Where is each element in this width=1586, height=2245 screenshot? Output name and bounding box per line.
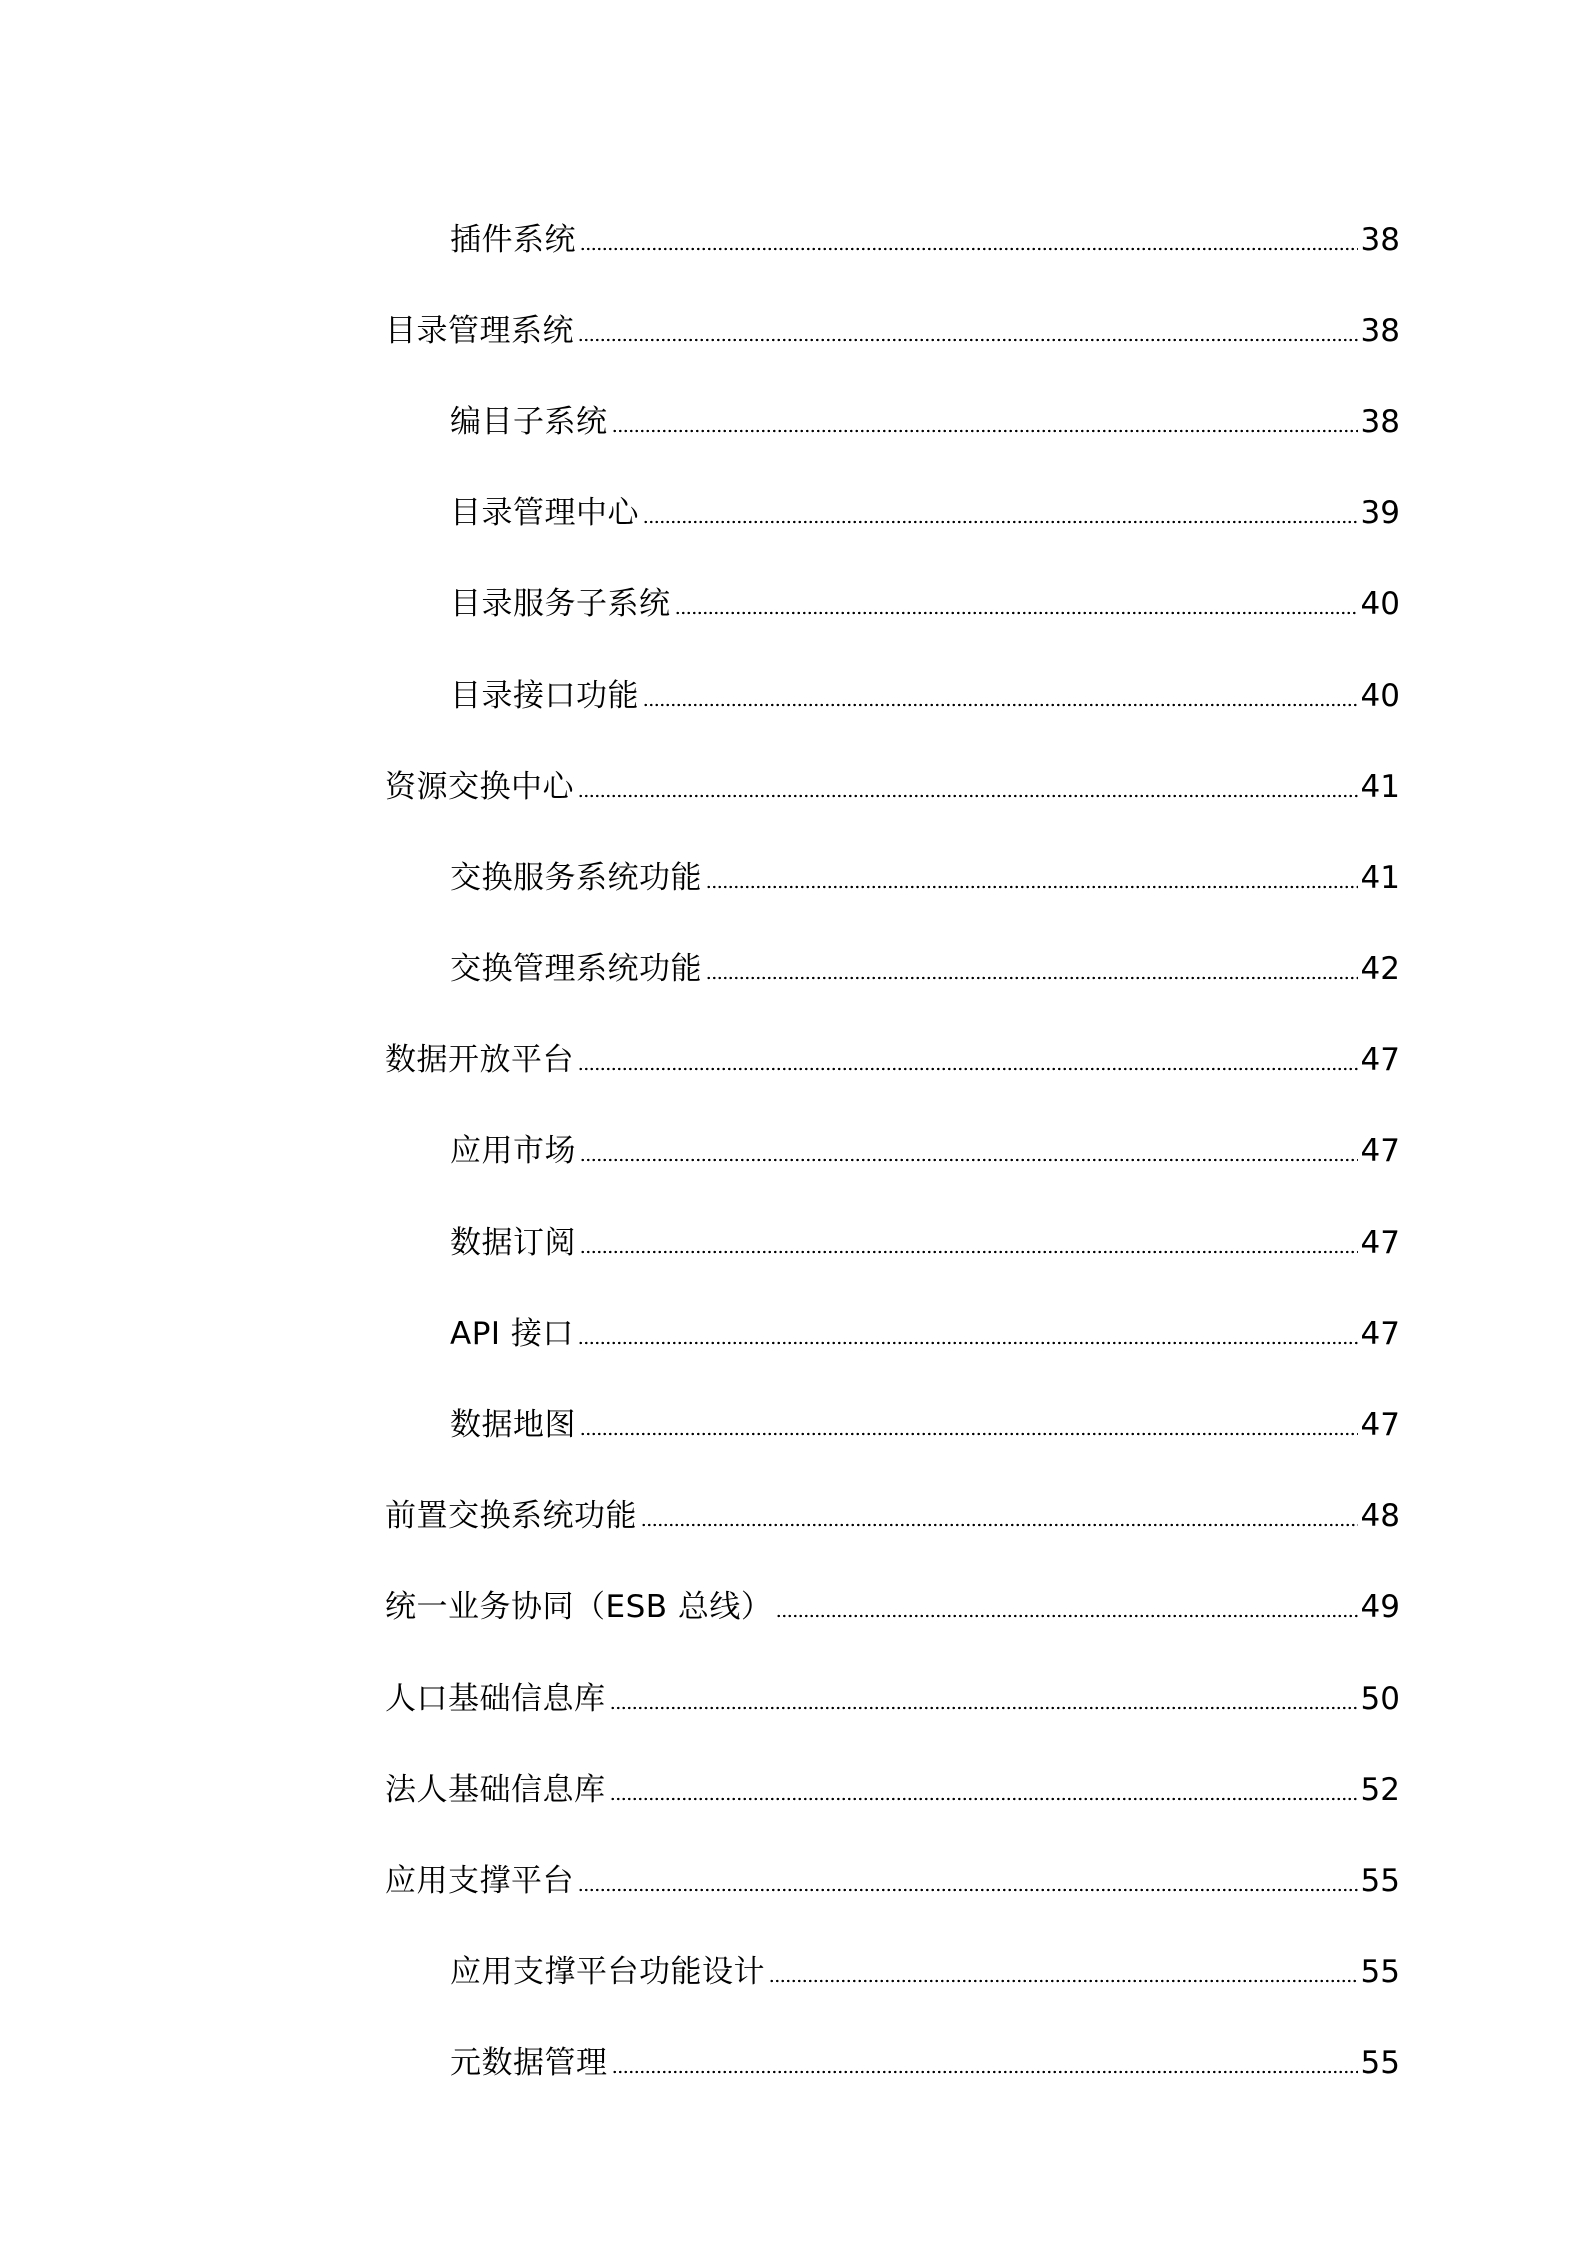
dot-leader (580, 247, 1358, 251)
toc-page-number: 40 (1360, 677, 1400, 714)
toc-entry-data-open-platform[interactable] (385, 1015, 1400, 1106)
toc-page-number: 38 (1360, 312, 1400, 349)
toc-entry-title: API 接口 (450, 1315, 574, 1352)
dot-leader (580, 1432, 1358, 1436)
toc-page-number: 49 (1360, 1589, 1400, 1626)
toc-page-number: 42 (1360, 951, 1400, 988)
table-of-contents (385, 194, 1400, 2109)
toc-page-number: 50 (1360, 1680, 1400, 1717)
toc-entry-cataloging-subsystem[interactable] (385, 376, 1400, 467)
toc-entry-exchange-management-system-function[interactable] (385, 924, 1400, 1015)
toc-entry-metadata-management[interactable] (385, 2018, 1400, 2109)
toc-entry-api-interface[interactable] (385, 1288, 1400, 1379)
toc-entry-catalog-management-center[interactable] (385, 468, 1400, 559)
dot-leader (643, 703, 1358, 707)
toc-page-number: 40 (1360, 586, 1400, 623)
dot-leader (769, 1979, 1358, 1983)
toc-page-number: 52 (1360, 1771, 1400, 1808)
dot-leader (706, 885, 1358, 889)
dot-leader (612, 2070, 1358, 2074)
toc-entry-catalog-service-subsystem[interactable] (385, 559, 1400, 650)
toc-page-number: 41 (1360, 768, 1400, 805)
toc-entry-application-support-platform-design[interactable] (385, 1927, 1400, 2018)
toc-entry-legal-entity-basic-info-db[interactable] (385, 1744, 1400, 1835)
toc-page-number: 39 (1360, 495, 1400, 532)
dot-leader (612, 429, 1358, 433)
dot-leader (578, 794, 1358, 798)
toc-page-number: 47 (1360, 1224, 1400, 1261)
dot-leader (578, 1888, 1358, 1892)
toc-page-number: 55 (1360, 2045, 1400, 2082)
toc-entry-front-exchange-system-function[interactable] (385, 1471, 1400, 1562)
toc-entry-catalog-interface-function[interactable] (385, 650, 1400, 741)
toc-entry-title: 交换服务系统功能 (450, 859, 702, 896)
dot-leader (580, 1250, 1358, 1254)
dot-leader (578, 1067, 1358, 1071)
toc-entry-title: 数据开放平台 (385, 1042, 574, 1079)
toc-entry-title: 应用支撑平台功能设计 (450, 1954, 765, 1991)
dot-leader (578, 338, 1358, 342)
dot-leader (578, 1341, 1358, 1345)
toc-entry-title: 法人基础信息库 (385, 1771, 606, 1808)
dot-leader (580, 1158, 1358, 1162)
toc-page-number: 47 (1360, 1315, 1400, 1352)
dot-leader (776, 1614, 1357, 1618)
toc-page-number: 41 (1360, 859, 1400, 896)
dot-leader (610, 1706, 1358, 1710)
toc-entry-title: 目录管理系统 (385, 312, 574, 349)
toc-page-number: 38 (1360, 221, 1400, 258)
toc-entry-title: 交换管理系统功能 (450, 951, 702, 988)
toc-entry-population-basic-info-db[interactable] (385, 1653, 1400, 1744)
toc-page-number: 38 (1360, 403, 1400, 440)
toc-entry-plugin-system[interactable] (385, 194, 1400, 285)
dot-leader (641, 1523, 1358, 1527)
toc-entry-title: 人口基础信息库 (385, 1680, 606, 1717)
toc-page-number: 47 (1360, 1407, 1400, 1444)
toc-entry-title: 数据订阅 (450, 1224, 576, 1261)
toc-page-number: 55 (1360, 1862, 1400, 1899)
toc-entry-data-map[interactable] (385, 1379, 1400, 1470)
toc-page-number: 47 (1360, 1042, 1400, 1079)
dot-leader (706, 976, 1358, 980)
toc-entry-title: 应用支撑平台 (385, 1862, 574, 1899)
toc-entry-title: 前置交换系统功能 (385, 1498, 637, 1535)
toc-entry-title: 应用市场 (450, 1133, 576, 1170)
dot-leader (675, 611, 1358, 615)
toc-page-number: 47 (1360, 1133, 1400, 1170)
toc-entry-title: 统一业务协同（ESB 总线） (385, 1589, 773, 1626)
dot-leader (643, 520, 1358, 524)
toc-page-number: 48 (1360, 1498, 1400, 1535)
toc-entry-resource-exchange-center[interactable] (385, 741, 1400, 832)
toc-entry-app-market[interactable] (385, 1106, 1400, 1197)
toc-entry-unified-business-collaboration[interactable] (385, 1562, 1400, 1653)
toc-entry-catalog-management-system[interactable] (385, 285, 1400, 376)
dot-leader (610, 1797, 1358, 1801)
toc-entry-exchange-service-system-function[interactable] (385, 832, 1400, 923)
toc-entry-title: 插件系统 (450, 221, 576, 258)
toc-entry-title: 编目子系统 (450, 403, 608, 440)
toc-entry-title: 元数据管理 (450, 2045, 608, 2082)
toc-entry-application-support-platform[interactable] (385, 1835, 1400, 1926)
toc-entry-title: 资源交换中心 (385, 768, 574, 805)
toc-entry-data-subscription[interactable] (385, 1197, 1400, 1288)
toc-entry-title: 目录服务子系统 (450, 586, 671, 623)
toc-entry-title: 数据地图 (450, 1407, 576, 1444)
toc-entry-title: 目录管理中心 (450, 495, 639, 532)
toc-page-number: 55 (1360, 1954, 1400, 1991)
toc-entry-title: 目录接口功能 (450, 677, 639, 714)
